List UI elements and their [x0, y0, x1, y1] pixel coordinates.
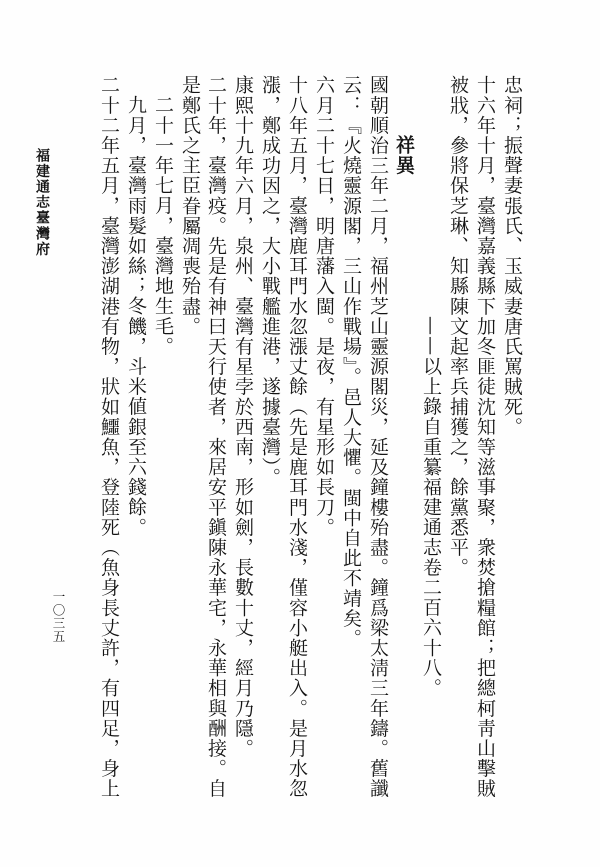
text-column-13: 是鄭氏之主臣眷屬凋喪殆盡。 — [179, 75, 201, 337]
text-column-11: 康熙十九年六月，泉州、臺灣有星孛於西南，形如劍，長數十丈，經月乃隱。 — [232, 75, 254, 759]
text-column-3: 被戕，參將保芝琳、知縣陳文起率兵捕獲之，餘黨悉平。 — [447, 75, 469, 578]
running-head: 福建通志臺灣府 — [34, 148, 50, 258]
text-column-12: 二十年，臺灣疫。先是有神曰天行使者，來居安平鎭陳永華宅，永華相與酬接。自 — [205, 75, 227, 799]
text-column-8: 六月二十七日，明唐藩入閩。是夜，有星形如長刀。 — [313, 75, 335, 538]
text-column-7: 云：『火燒靈源閣，三山作戰場』。邑人大懼。閩中自此不靖矣。 — [340, 75, 362, 649]
source-note: ——以上錄自重纂福建通志卷二百六十八。 — [420, 316, 442, 698]
text-column-14: 二十一年七月，臺灣地生毛。 — [152, 95, 174, 357]
text-column-15: 九月，臺灣雨髮如絲；冬饑，斗米値銀至六錢餘。 — [125, 95, 147, 538]
text-column-1: 忠祠；振聲妻張氏、玉威妻唐氏罵賊死。 — [501, 75, 523, 437]
section-title: 祥異 — [393, 135, 415, 176]
page-number: 一〇三五 — [51, 590, 66, 644]
text-column-10: 漲，鄭成功因之，大小戰艦進港，遂據臺灣）。 — [259, 75, 281, 488]
text-column-9: 十八年五月，臺灣鹿耳門水忽漲丈餘（先是鹿耳門水淺，僅容小艇出入。是月水忽 — [286, 75, 308, 799]
text-column-16: 二十二年五月，臺灣澎湖港有物，狀如鱷魚，登陸死（魚身長丈許，有四足，身上 — [98, 75, 120, 799]
text-column-6: 國朝順治三年二月，福州芝山靈源閣災，延及鐘樓殆盡。鐘爲梁太淸三年鑄。舊讖 — [367, 75, 389, 799]
text-column-2: 十六年十月，臺灣嘉義縣下加冬匪徒沈知等滋事聚，衆焚搶糧館；把總柯靑山擊賊 — [474, 75, 496, 799]
